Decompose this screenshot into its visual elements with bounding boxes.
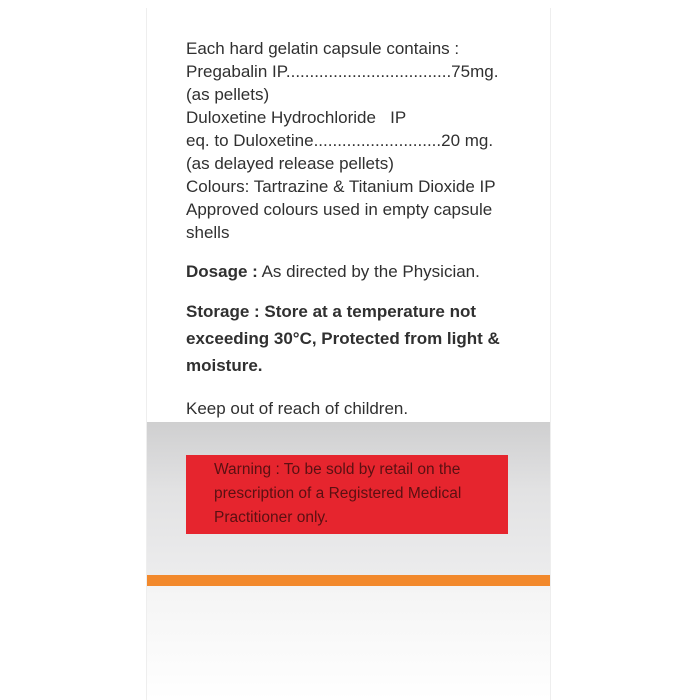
- storage-line-1: Storage : Store at a temperature not: [186, 302, 477, 321]
- orange-stripe: [147, 575, 550, 586]
- pregabalin-form: (as pellets): [186, 85, 270, 104]
- warning-box: [186, 455, 508, 534]
- duloxetine-form: (as delayed release pellets): [186, 154, 394, 173]
- gray-band: [147, 422, 550, 575]
- warning-line-1: Warning : To be sold by retail on the: [214, 461, 461, 478]
- approved-colours-line-1: Approved colours used in empty capsule: [186, 200, 493, 219]
- warning-line-3: Practitioner only.: [214, 509, 329, 526]
- bottom-panel: [147, 586, 550, 700]
- approved-colours-line-2: shells: [186, 223, 230, 242]
- colours-line: Colours: Tartrazine & Titanium Dioxide IP: [186, 177, 496, 196]
- dosage-label: Dosage :: [186, 262, 258, 281]
- storage-line-2: exceeding 30°C, Protected from light &: [186, 329, 500, 348]
- duloxetine-line: Duloxetine Hydrochloride IP: [186, 108, 407, 127]
- keep-out-of-reach: Keep out of reach of children.: [186, 399, 409, 418]
- dosage-text: As directed by the Physician.: [257, 262, 480, 281]
- duloxetine-eq-line: eq. to Duloxetine...........................20 mg.: [186, 131, 494, 150]
- dosage-line: [186, 260, 536, 283]
- pregabalin-line: Pregabalin IP...................................75mg.: [186, 62, 499, 81]
- composition-header: Each hard gelatin capsule contains :: [186, 39, 460, 58]
- storage-line-3: moisture.: [186, 356, 263, 375]
- warning-line-2: prescription of a Registered Medical: [214, 485, 462, 502]
- label-panel: [147, 8, 550, 700]
- label-text-block: [186, 37, 536, 420]
